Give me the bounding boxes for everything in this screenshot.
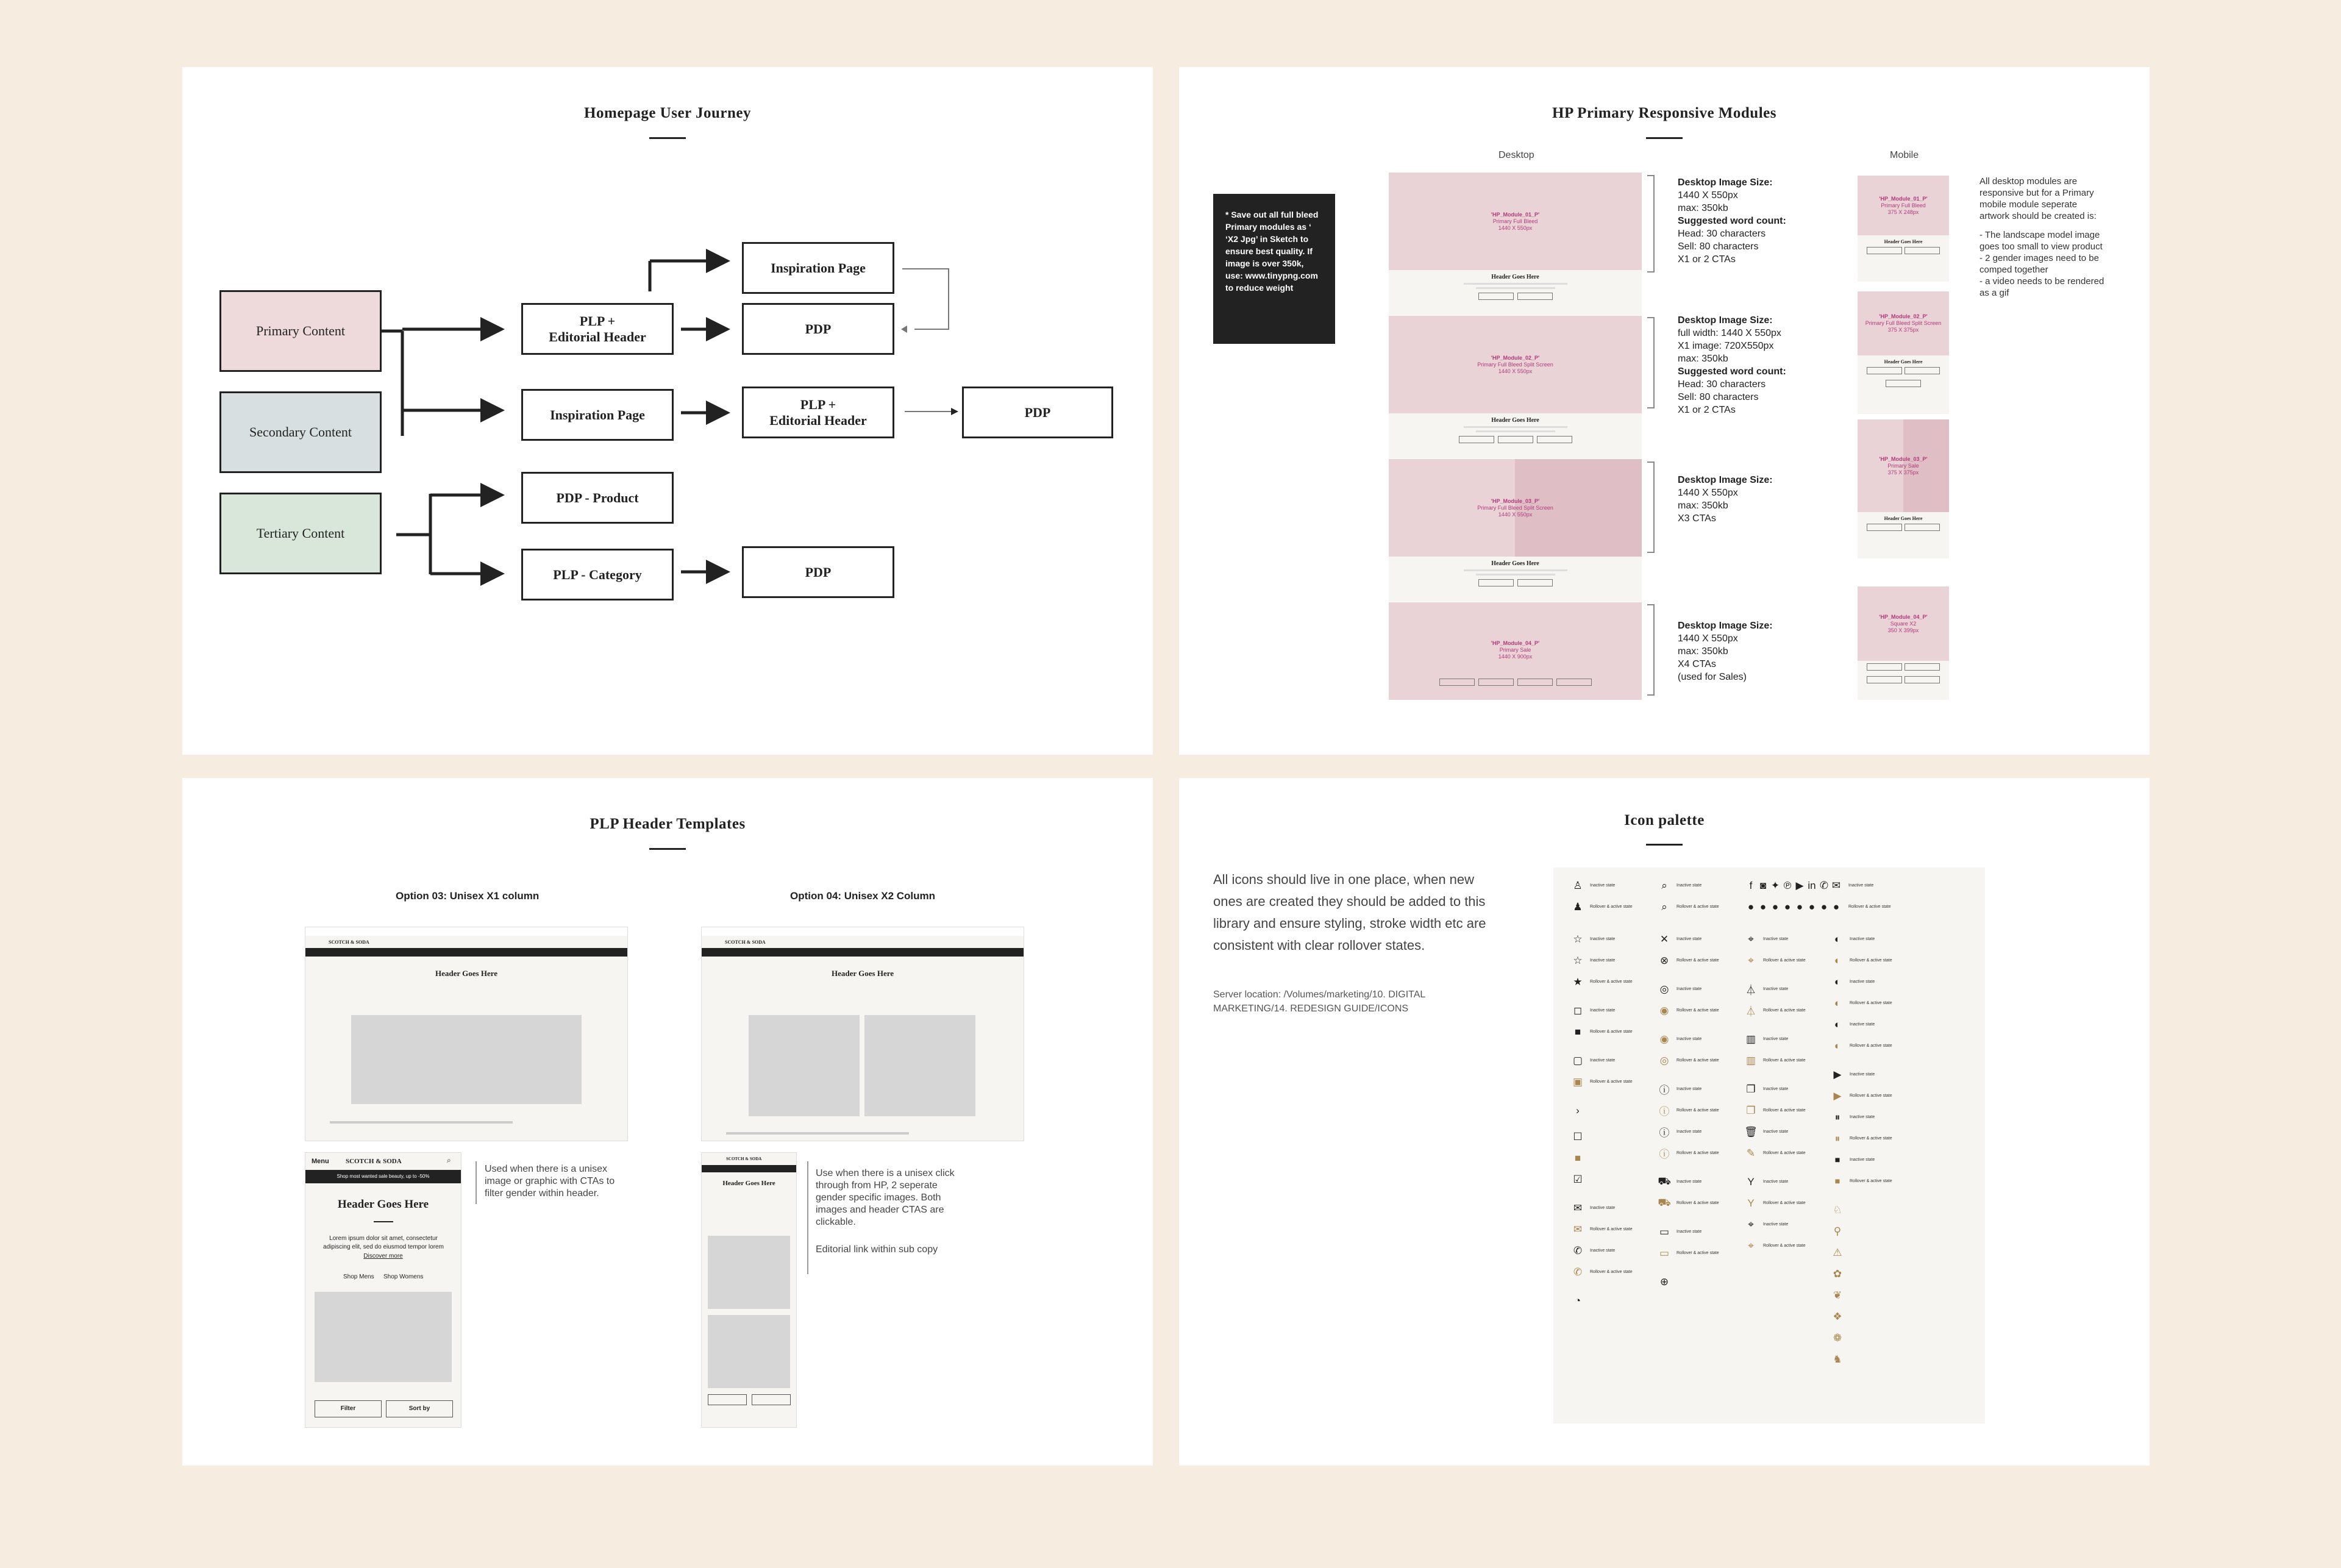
module-name: 'HP_Module_02_P' [1491, 354, 1540, 361]
discover-link[interactable]: Discover more [363, 1253, 403, 1260]
desktop-module-1 [1389, 173, 1642, 315]
pinterest-icon: ℗ [1783, 879, 1792, 891]
module-size: 1440 X 550px [1498, 224, 1533, 231]
option-3-note: Used when there is a unisex image or graphic with CTAs to filter gender within header. [485, 1164, 615, 1199]
page-icon: ▢ [1572, 1054, 1583, 1066]
copy-active-icon: ❐ [1746, 1104, 1756, 1116]
search-icon[interactable]: ⌕ [447, 1156, 451, 1164]
plp-desktop-wire-2 [701, 927, 1024, 1141]
mobile-module-2: 'HP_Module_02_P' Primary Full Bleed Split Screen 375 X 375px Header Goes Here [1858, 291, 1949, 414]
delete-icon: 🗑 [1744, 1125, 1758, 1138]
gift-icon: ⚲ [1833, 1225, 1842, 1237]
target-icon: ⌖ [1748, 1218, 1754, 1230]
phone-icon: ✆ [1573, 1244, 1583, 1256]
stop-active-icon: ⏹ [1834, 1175, 1840, 1187]
user-filled-icon: ♟ [1573, 900, 1583, 913]
book-active-icon: ▥ [1745, 1054, 1756, 1066]
cta-button[interactable] [1517, 679, 1553, 686]
brand-logo: SCOTCH & SODA [329, 939, 369, 945]
callout-note: * Save out all full bleed Primary modules as ‘ ‘X2 Jpg’ in Sketch to ensure best quality. If image is over 350k, use: www.tinypng.com to reduce weight [1213, 194, 1335, 344]
mail-active-icon: ✉ [1573, 1223, 1583, 1235]
leather-icon: ❖ [1833, 1310, 1842, 1322]
title-underline [649, 848, 686, 850]
stop-icon: ⏹ [1834, 1153, 1840, 1166]
spec-block-4: Desktop Image Size: 1440 X 550px max: 350kb X4 CTAs (used for Sales) [1678, 621, 1773, 682]
desktop-label: Desktop [1498, 150, 1534, 160]
plp-category-box: PLP - Category [521, 549, 674, 600]
sort-button[interactable] [752, 1394, 791, 1405]
pdp-product-box: PDP - Product [521, 472, 674, 524]
module-name: 'HP_Module_01_P' [1491, 211, 1540, 218]
spec-block-2: Desktop Image Size: full width: 1440 X 550px X1 image: 720X550px max: 350kb Suggested word count: Head: 30 characters Sell: 80 characters X1 or 2 CTAs [1678, 315, 1786, 415]
endangered-icon: ⚠ [1833, 1246, 1842, 1258]
search-active-icon: ⌕ [1661, 900, 1667, 913]
star-icon: ☆ [1573, 933, 1583, 945]
pdp-box-top: PDP [742, 303, 894, 355]
menu-label[interactable]: Menu [312, 1158, 329, 1165]
wool-icon: ❁ [1833, 1331, 1842, 1344]
plp-mobile-wire-2 [701, 1152, 797, 1428]
module-header: Header Goes Here [1491, 417, 1539, 424]
edit-icon: ✎ [1746, 1147, 1756, 1159]
spec-bracket [1647, 604, 1655, 696]
spec-block-3: Desktop Image Size: 1440 X 550px max: 350kb X3 CTAs [1678, 475, 1773, 524]
book-icon: ▥ [1745, 1033, 1756, 1045]
info-icon: ⓘ [1659, 1085, 1670, 1096]
cashmere-icon: ✿ [1833, 1267, 1842, 1280]
card-icon: ▭ [1659, 1225, 1670, 1238]
cta-button[interactable] [1556, 679, 1592, 686]
module-header: Header Goes Here [1491, 560, 1539, 567]
promo-bar: Shop most wanted sale beauty, up to -50% [305, 1170, 461, 1183]
fur-icon: ♞ [1833, 1353, 1842, 1365]
shop-mens-link[interactable]: Shop Mens [343, 1274, 374, 1280]
title-underline [1646, 137, 1683, 139]
volume-icon: ◐ [1834, 933, 1841, 945]
rabbit-icon: ❦ [1833, 1289, 1842, 1301]
cta-button[interactable] [1498, 436, 1533, 443]
module-desc: Primary Full Bleed Split Screen [1477, 504, 1553, 511]
mobile-module-4: 'HP_Module_04_P' Square X2 350 X 399px [1858, 586, 1949, 700]
location-active-icon: ⌖ [1748, 954, 1754, 966]
panel-title: HP Primary Responsive Modules [1552, 105, 1776, 121]
whatsapp-icon: ✆ [1819, 879, 1829, 891]
mute-active-icon: ◐ [1834, 997, 1841, 1009]
option-4-note: Use when there is a unisex click through from HP, 2 seperate gender specific images. Both images and header CTAS are clickable. [816, 1168, 955, 1227]
option-4-label: Option 04: Unisex X2 Column [790, 890, 936, 902]
module-size: 1440 X 550px [1498, 368, 1533, 374]
page-active-icon: ▣ [1572, 1075, 1583, 1088]
secondary-content-box: Secondary Content [219, 391, 382, 473]
filter-button[interactable]: Filter [315, 1400, 382, 1417]
search-icon: ⌕ [1661, 879, 1667, 891]
cta-button[interactable] [1478, 293, 1514, 300]
pause-icon: ⏸ [1834, 1111, 1840, 1123]
module-header: Header Goes Here [1491, 274, 1539, 280]
clock-icon: ◔ [1574, 1294, 1581, 1306]
checkbox-checked-icon: ■ [1574, 1152, 1581, 1164]
facebook-icon: f [1749, 879, 1753, 891]
desktop-module-3 [1389, 459, 1642, 602]
play-icon: ▶ [1833, 1068, 1842, 1080]
chevron-right-icon: › [1576, 1104, 1580, 1116]
title-underline [1646, 844, 1683, 846]
plp-header-title: Header Goes Here [722, 1180, 775, 1187]
cta-button[interactable] [1537, 436, 1572, 443]
twitter-icon: ✦ [1770, 879, 1780, 891]
plp-editorial-box-1: PLP + Editorial Header [521, 303, 674, 355]
brand-logo: SCOTCH & SODA [726, 1156, 762, 1161]
plp-header-title: Header Goes Here [831, 969, 894, 978]
desktop-module-4 [1389, 602, 1642, 700]
cta-button[interactable] [1517, 579, 1553, 586]
info-active-icon: ⓘ [1659, 1106, 1670, 1117]
plp-desktop-wire-1 [305, 927, 628, 1141]
hotspot-gold-icon: ◉ [1659, 1033, 1669, 1045]
bag-icon: ◻ [1573, 1004, 1583, 1016]
icon-library: ♙ Inactive state ♟ Rollover & active state ☆ Inactive state ☆ Inactive state ★ Rollover & active state ◻ Inactive state ■ Rollover & active state ▢ Inactive state ▣ Rollover & active state › ☐ ■ ☑ ✉ Inactive state ✉ Rollover & active state ✆ Inactive state ✆ Rollover & active state ◔ ⌕ Inactive state ⌕ Rollover & active state ✕ Inactive state ⊗ Rollover & active state ◎ Inactive state ◉ Rollover & active state ◉ Inactive state ◎ Rollover & active state ⓘ Inactive state ⓘ Rollover & active state ⓘ Inactive state ⓘ Rollover & active state ⛟ Inactive state ⛟ Rollover & active state ▭ Inactive state ▭ Rollover & active state ⊕ f ◙ ✦ ℗ ▶ in ✆ ✉ Inactive state ● ● ● ● ● ● ● ● Rollover & active state ⌖ Inactive state ⌖ Rollover & active state ⏃ Inactive state ⏃ Rollover & active state ▥ Inactive state ▥ Rollover & active state ❐ Inactive state ❐ Rollover & active state 🗑 Inactive state ✎ Rollover & active state Y Inactive state Y Rollover & active state ⌖ Inactive state ⌖ Rollover & active state ◐ Inactive state ◐ Rollover & active state ◐ Inactive state ◐ Rollover & active state ◐ Inactive state ◐ Rollover & active state ▶ Inactive state ▶ Rollover & active state ⏸ Inactive state ⏸ Rollover & active state ⏹ Inactive state ⏹ Rollover & active state ♘ ⚲ ⚠ ✿ ❦ ❖ ❁ ♞ [1553, 868, 1985, 1424]
modules-panel [1179, 67, 2150, 755]
hotspot-gold-active-icon: ◎ [1659, 1054, 1669, 1066]
youtube-icon: ▶ [1795, 879, 1804, 891]
email-icon: ✉ [1831, 879, 1841, 891]
target-active-icon: ⌖ [1748, 1239, 1754, 1252]
sound-active-icon: ◐ [1834, 1039, 1841, 1052]
icons-description: All icons should live in one place, when new ones are created they should be added to this library and ensure styling, stroke width etc are consistent with clear rollover states. [1213, 872, 1486, 953]
module-desc: Primary Full Bleed Split Screen [1477, 361, 1553, 368]
plp-header-title: Header Goes Here [435, 969, 498, 978]
globe-icon: ⊕ [1659, 1275, 1669, 1288]
truck-active-icon: ⛟ [1658, 1196, 1671, 1208]
module-name: 'HP_Module_03_P' [1491, 497, 1540, 504]
inspiration-page-box-mid: Inspiration Page [521, 389, 674, 441]
mobile-module-3: 'HP_Module_03_P' Primary Sale 375 X 375px Header Goes Here [1858, 419, 1949, 558]
plp-editorial-box-2: PLP + Editorial Header [742, 387, 894, 438]
close-icon: ✕ [1659, 933, 1669, 945]
plp-mobile-wire-1 [305, 1152, 461, 1428]
location-icon: ⌖ [1748, 933, 1754, 945]
animal-testing-icon: ♘ [1833, 1203, 1842, 1216]
title-underline [649, 137, 686, 139]
hanger-icon: ⏃ [1745, 985, 1756, 996]
volume-active-icon: ◐ [1834, 954, 1841, 966]
instagram-icon: ◙ [1759, 879, 1767, 891]
facebook-filled-icon: ● [1747, 900, 1755, 913]
pdp-box-mid: PDP [962, 387, 1113, 438]
hotspot-active-icon: ◉ [1659, 1004, 1669, 1016]
pause-active-icon: ⏸ [1834, 1132, 1840, 1144]
linkedin-icon: in [1808, 879, 1816, 891]
option-4-editorial-note: Editorial link within sub copy [816, 1244, 938, 1255]
inspiration-page-box-top: Inspiration Page [742, 242, 894, 294]
brand-logo: SCOTCH & SODA [725, 939, 766, 945]
spec-bracket [1647, 317, 1655, 408]
cta-button[interactable] [1478, 679, 1514, 686]
cta-button[interactable] [1478, 579, 1514, 586]
tertiary-content-box: Tertiary Content [219, 493, 382, 574]
checkbox-icon: ☐ [1573, 1130, 1583, 1142]
truck-icon: ⛟ [1658, 1175, 1671, 1187]
brand-logo: SCOTCH & SODA [346, 1158, 402, 1165]
warning-icon: ⓘ [1659, 1127, 1670, 1139]
primary-content-box: Primary Content [219, 290, 382, 372]
cta-button[interactable] [1517, 293, 1553, 300]
cta-button[interactable] [1459, 436, 1494, 443]
module-size: 1440 X 900px [1498, 654, 1533, 660]
checkbox-tick-icon: ☑ [1573, 1173, 1583, 1185]
mail-icon: ✉ [1573, 1202, 1583, 1214]
panel-title: PLP Header Templates [590, 816, 746, 832]
desktop-module-2 [1389, 316, 1642, 458]
spec-bracket [1647, 175, 1655, 273]
direction-active-icon: Y [1747, 1197, 1755, 1209]
card-active-icon: ▭ [1659, 1247, 1670, 1259]
mute-icon: ◐ [1834, 975, 1841, 988]
spec-block-1: Desktop Image Size: 1440 X 550px max: 350kb Suggested word count: Head: 30 characters Sell: 80 characters X1 or 2 CTAs [1678, 177, 1786, 265]
spec-bracket [1647, 461, 1655, 553]
play-active-icon: ▶ [1833, 1089, 1842, 1102]
module-desc: Primary Sale [1499, 647, 1531, 653]
module-name: 'HP_Module_04_P' [1491, 640, 1540, 646]
warning-active-icon: ⓘ [1659, 1149, 1670, 1160]
copy-icon: ❐ [1746, 1083, 1756, 1095]
cta-button[interactable] [1439, 679, 1475, 686]
panel-title: Icon palette [1624, 812, 1705, 829]
filter-button[interactable] [708, 1394, 747, 1405]
mobile-note: All desktop modules are responsive but for a Primary mobile module seperate artwork should be created is: - The landscape model image goes too small to view product - 2 gender images need to be comped together - a video needs to be rendered as a gif [1979, 176, 2104, 298]
panel-title: Homepage User Journey [584, 105, 751, 121]
hanger-active-icon: ⏃ [1745, 1006, 1756, 1017]
sound-icon: ◐ [1834, 1018, 1841, 1030]
server-location: Server location: /Volumes/marketing/10. DIGITAL MARKETING/14. REDESIGN GUIDE/ICONS [1213, 989, 1425, 1014]
star-outline-icon: ☆ [1573, 954, 1583, 966]
close-filled-icon: ⊗ [1659, 954, 1669, 966]
module-size: 1440 X 550px [1498, 511, 1533, 518]
user-icon: ♙ [1573, 879, 1583, 891]
direction-icon: Y [1747, 1175, 1755, 1188]
option-3-label: Option 03: Unisex X1 column [396, 890, 540, 902]
shop-womens-link[interactable]: Shop Womens [383, 1274, 424, 1280]
sort-button[interactable]: Sort by [386, 1400, 453, 1417]
mobile-module-1: 'HP_Module_01_P' Primary Full Bleed 375 X 248px Header Goes Here [1858, 176, 1949, 282]
phone-active-icon: ✆ [1573, 1266, 1583, 1278]
star-filled-icon: ★ [1573, 975, 1583, 988]
mobile-label: Mobile [1890, 150, 1919, 160]
plp-header-title: Header Goes Here [337, 1198, 429, 1211]
header-body: Lorem ipsum dolor sit amet, consectetur adipiscing elit, sed do eiusmod tempor lorem [323, 1235, 444, 1250]
bag-filled-icon: ■ [1574, 1025, 1581, 1038]
hotspot-icon: ◎ [1659, 983, 1669, 995]
module-desc: Primary Full Bleed [1492, 218, 1538, 224]
pdp-box-bottom: PDP [742, 546, 894, 598]
